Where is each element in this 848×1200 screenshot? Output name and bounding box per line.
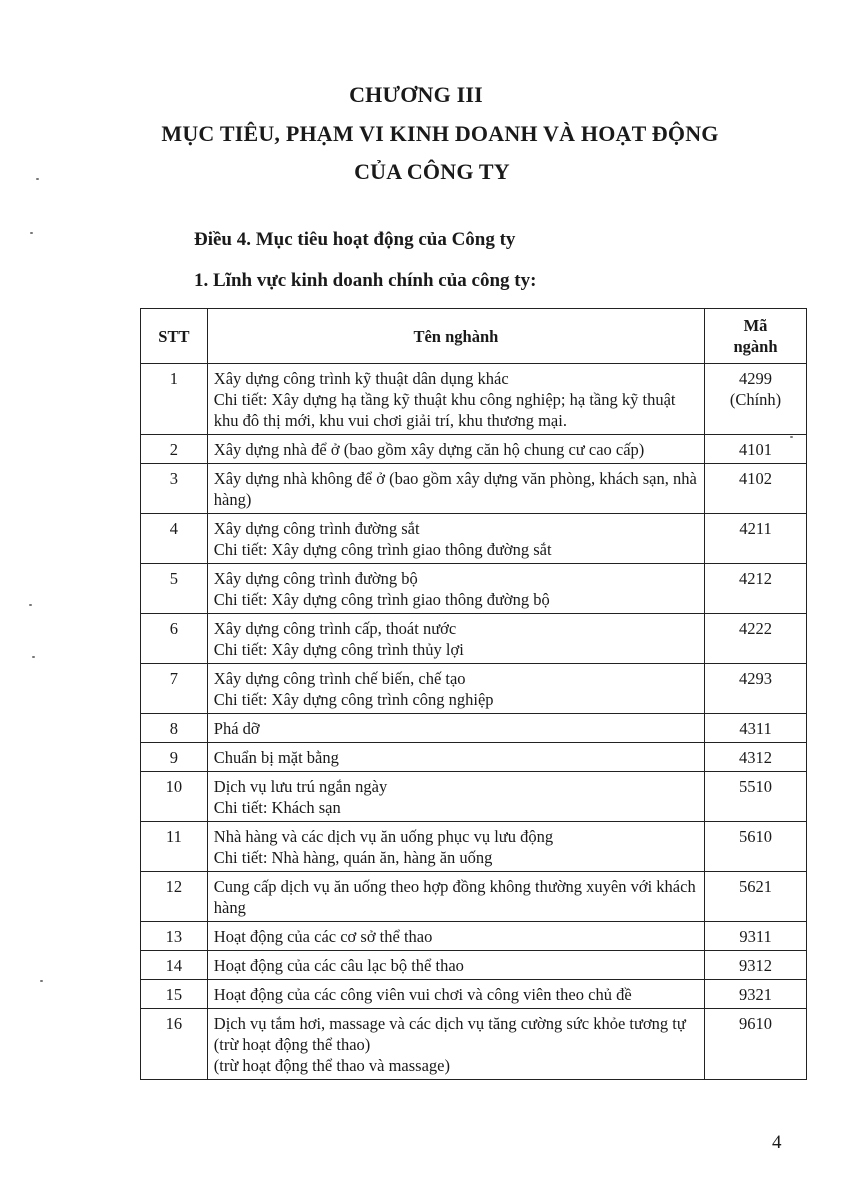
- row-name-line: Xây dựng nhà không để ở (bao gồm xây dựng văn phòng, khách sạn, nhà hàng): [213, 469, 697, 509]
- scan-speck: [40, 980, 43, 982]
- row-name-line: Xây dựng công trình đường bộ: [213, 569, 418, 588]
- row-name-line: Nhà hàng và các dịch vụ ăn uống phục vụ lưu động: [213, 827, 554, 846]
- row-stt: 11: [141, 822, 208, 872]
- row-code: 4293: [739, 669, 772, 688]
- row-stt: 13: [141, 922, 208, 951]
- header-name: Tên nghành: [207, 309, 704, 364]
- row-code: 4312: [739, 748, 772, 767]
- table-row: [141, 464, 807, 514]
- row-stt: 7: [141, 664, 208, 714]
- article-title: Điều 4. Mục tiêu hoạt động của Công ty: [194, 229, 516, 250]
- row-name-line: Hoạt động của các công viên vui chơi và công viên theo chủ đề: [213, 985, 632, 1004]
- row-name-line: Xây dựng nhà để ở (bao gồm xây dựng căn hộ chung cư cao cấp): [213, 440, 645, 459]
- row-code: 9311: [739, 927, 772, 946]
- header-code-line2: ngành: [733, 337, 778, 356]
- row-name: [207, 922, 704, 951]
- table-row: [141, 822, 807, 872]
- row-code-cell: [705, 435, 807, 464]
- row-code-cell: [705, 464, 807, 514]
- row-name: [207, 822, 704, 872]
- row-detail-line: Chi tiết: Xây dựng công trình giao thông đường sắt: [213, 540, 552, 559]
- header-code-line1: Mã: [743, 316, 768, 335]
- row-name-line: Dịch vụ tắm hơi, massage và các dịch vụ tăng cường sức khỏe tương tự (trừ hoạt động thể thao): [213, 1014, 686, 1054]
- table-row: [141, 364, 807, 435]
- table-row: [141, 872, 807, 922]
- row-stt: 6: [141, 614, 208, 664]
- row-code-cell: [705, 664, 807, 714]
- row-stt: 5: [141, 564, 208, 614]
- chapter-number: CHƯƠNG III: [349, 82, 483, 107]
- row-code: 4299: [739, 369, 772, 388]
- row-name-line: Cung cấp dịch vụ ăn uống theo hợp đồng không thường xuyên với khách hàng: [213, 877, 696, 917]
- table-row: [141, 714, 807, 743]
- row-stt: 14: [141, 951, 208, 980]
- scan-speck: [29, 604, 32, 606]
- row-code: 5610: [739, 827, 772, 846]
- row-detail-line: Chi tiết: Xây dựng hạ tầng kỹ thuật khu công nghiệp; hạ tầng kỹ thuật khu đô thị mới, khu vui chơi giải trí, khu thương mại.: [213, 390, 676, 430]
- row-code: 4211: [739, 519, 772, 538]
- page-number: 4: [772, 1132, 782, 1153]
- row-code-cell: [705, 1009, 807, 1080]
- row-name: [207, 1009, 704, 1080]
- row-code: 4222: [739, 619, 772, 638]
- row-name-line: Xây dựng công trình kỹ thuật dân dụng khác: [213, 369, 509, 388]
- row-code: 5621: [739, 877, 772, 896]
- header-code: [705, 309, 807, 364]
- row-code-note: (Chính): [729, 390, 782, 409]
- table-row: [141, 664, 807, 714]
- row-name: [207, 951, 704, 980]
- row-stt: 2: [141, 435, 208, 464]
- table-row: [141, 743, 807, 772]
- table-header-row: [141, 309, 807, 364]
- row-name: [207, 743, 704, 772]
- row-code: 9610: [739, 1014, 772, 1033]
- table-row: [141, 614, 807, 664]
- row-detail-line: Chi tiết: Xây dựng công trình giao thông đường bộ: [213, 590, 550, 609]
- chapter-title-line1: MỤC TIÊU, PHẠM VI KINH DOANH VÀ HOẠT ĐỘNG: [161, 121, 719, 146]
- row-stt: 16: [141, 1009, 208, 1080]
- table-row: [141, 564, 807, 614]
- row-code-cell: [705, 922, 807, 951]
- table-body: [141, 364, 807, 1080]
- row-name: [207, 514, 704, 564]
- row-name: [207, 614, 704, 664]
- row-name-line: Dịch vụ lưu trú ngắn ngày: [213, 777, 388, 796]
- table-row: [141, 1009, 807, 1080]
- row-code-cell: [705, 564, 807, 614]
- row-code-cell: [705, 951, 807, 980]
- row-code: 4311: [739, 719, 772, 738]
- row-name: [207, 564, 704, 614]
- row-name: [207, 980, 704, 1009]
- row-code: 5510: [739, 777, 772, 796]
- row-name-line: Chuẩn bị mặt bằng: [213, 748, 339, 767]
- header-stt: STT: [141, 309, 208, 364]
- row-stt: 12: [141, 872, 208, 922]
- row-code-cell: [705, 772, 807, 822]
- section-title: 1. Lĩnh vực kinh doanh chính của công ty:: [194, 270, 537, 291]
- row-name: [207, 464, 704, 514]
- row-name: [207, 664, 704, 714]
- row-name-line: Xây dựng công trình chế biến, chế tạo: [213, 669, 466, 688]
- row-detail-line: Chi tiết: Xây dựng công trình thủy lợi: [213, 640, 464, 659]
- row-name-line: Phá dỡ: [213, 719, 260, 738]
- scan-speck: [36, 178, 39, 180]
- row-name-line: Hoạt động của các câu lạc bộ thể thao: [213, 956, 464, 975]
- row-code: 9312: [739, 956, 772, 975]
- row-stt: 10: [141, 772, 208, 822]
- table-row: [141, 435, 807, 464]
- row-stt: 9: [141, 743, 208, 772]
- table-row: [141, 980, 807, 1009]
- row-code: 4102: [739, 469, 772, 488]
- row-code-cell: [705, 872, 807, 922]
- row-name: [207, 435, 704, 464]
- row-code-cell: [705, 364, 807, 435]
- scan-speck: [30, 232, 33, 234]
- row-stt: 4: [141, 514, 208, 564]
- row-name-line: Xây dựng công trình cấp, thoát nước: [213, 619, 457, 638]
- table-row: [141, 514, 807, 564]
- row-detail-line: Chi tiết: Nhà hàng, quán ăn, hàng ăn uống: [213, 848, 493, 867]
- row-code: 9321: [739, 985, 772, 1004]
- row-stt: 8: [141, 714, 208, 743]
- row-code-cell: [705, 514, 807, 564]
- row-name: [207, 364, 704, 435]
- table-row: [141, 951, 807, 980]
- table-row: [141, 922, 807, 951]
- row-stt: 1: [141, 364, 208, 435]
- row-name-line: Hoạt động của các cơ sở thể thao: [213, 927, 433, 946]
- row-stt: 15: [141, 980, 208, 1009]
- row-code-cell: [705, 714, 807, 743]
- row-stt: 3: [141, 464, 208, 514]
- scan-speck: [32, 656, 35, 658]
- row-name: [207, 714, 704, 743]
- table-row: [141, 772, 807, 822]
- row-code: 4101: [739, 440, 772, 459]
- row-name: [207, 872, 704, 922]
- scan-speck: [790, 436, 793, 438]
- row-name: [207, 772, 704, 822]
- chapter-title-line2: CỦA CÔNG TY: [354, 159, 510, 184]
- business-lines-table: [140, 308, 807, 1080]
- row-code-cell: [705, 614, 807, 664]
- row-detail-line: Chi tiết: Khách sạn: [213, 798, 341, 817]
- row-detail-line: (trừ hoạt động thể thao và massage): [213, 1056, 450, 1075]
- row-code-cell: [705, 980, 807, 1009]
- row-code-cell: [705, 743, 807, 772]
- row-detail-line: Chi tiết: Xây dựng công trình công nghiệp: [213, 690, 494, 709]
- row-code: 4212: [739, 569, 772, 588]
- row-name-line: Xây dựng công trình đường sắt: [213, 519, 420, 538]
- row-code-cell: [705, 822, 807, 872]
